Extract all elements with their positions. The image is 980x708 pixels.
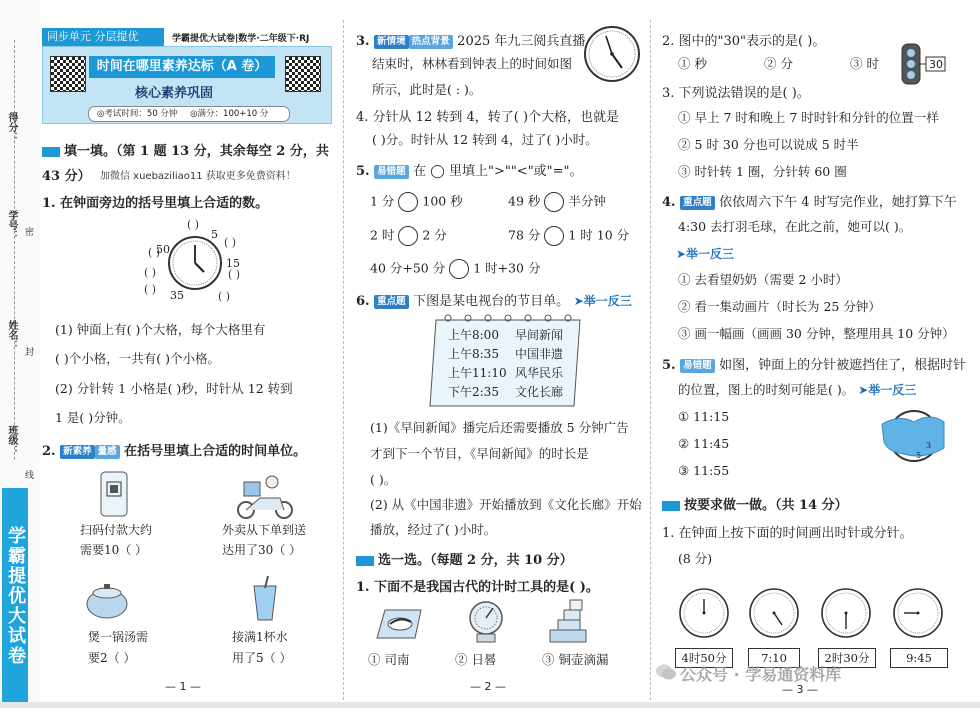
score-label: 得分： — [6, 112, 17, 142]
q1-part1-line2: ( )个小格，一共有( )个小格。 — [55, 351, 220, 366]
class-label: 班级： — [6, 425, 17, 455]
q5-line2: 的位置，图上的时刻可能是( )。 ➤举一反三 — [678, 382, 917, 397]
choice-option[interactable]: ② 5 时 30 分也可以说成 5 时半 — [678, 137, 859, 152]
tag-key-point: 重点题 — [680, 196, 715, 210]
section2-title: 选一选。（每题 2 分，共 10 分） — [356, 549, 573, 568]
choice-option[interactable]: ③ 11:55 — [678, 463, 730, 478]
soup-pot-icon — [82, 578, 132, 622]
schedule-time: 上午8:00 — [448, 328, 499, 342]
column-divider — [650, 20, 651, 700]
blank-clock[interactable] — [680, 589, 728, 637]
choice-option[interactable]: ① 早上 7 时和晚上 7 时时针和分针的位置一样 — [678, 110, 939, 125]
link-practice[interactable]: ➤举一反三 — [676, 247, 735, 261]
page-number-1: — 1 — — [165, 680, 201, 693]
compare-1: 1 分 100 秒 — [370, 192, 463, 212]
section-icon — [662, 501, 680, 511]
watermark: 公众号 · 学易通资料库 — [680, 665, 842, 684]
compare-circle[interactable] — [398, 192, 418, 212]
clock-label: 5 — [211, 228, 218, 241]
blank-clocks-row — [678, 585, 948, 641]
bracket-mark: ( ) — [218, 290, 231, 303]
compare-circle[interactable] — [544, 192, 564, 212]
question-4-line2: ( )分。时针从 12 转到 4，过了( )小时。 — [372, 132, 598, 147]
q1-part1-line1: (1) 钟面上有( )个大格，每个大格里有 — [55, 322, 266, 337]
q6-part2-line1: (2) 从《中国非遗》开始播放到《文化长廊》开始 — [370, 497, 642, 512]
choice-question-4: 4. 重点题 依依周六下午 4 时写完作业，她打算下午 — [662, 195, 957, 210]
schedule-program: 文化长廊 — [515, 385, 564, 399]
time-box: 4时50分 — [675, 648, 733, 668]
brand-logo: 学霸提优大试卷 — [2, 488, 28, 703]
exam-score: ◎满分：100+10 分 — [190, 109, 269, 119]
column-divider — [343, 20, 344, 700]
compare-circle[interactable] — [398, 226, 418, 246]
q4-line2: 4:30 去打羽毛球，在此之前，她可以( )。 — [678, 219, 912, 234]
svg-text:5: 5 — [916, 451, 922, 460]
svg-text:3: 3 — [926, 441, 932, 450]
blank-clock[interactable] — [750, 589, 798, 637]
tag-new-literacy: 新素养 — [60, 445, 95, 459]
tag-new-scene: 新情境 — [374, 35, 409, 49]
question-1: 1. 在钟面旁边的括号里填上合适的数。 — [42, 196, 269, 211]
clock-label: 35 — [170, 289, 184, 302]
compare-2: 49 秒 半分钟 — [508, 192, 606, 212]
compare-circle[interactable] — [544, 226, 564, 246]
water-clock-icon — [548, 598, 588, 644]
wechat-icon — [655, 662, 677, 682]
schedule-program: 早间新闻 — [515, 328, 564, 342]
wechat-note: 加微信 xuebaziliao11 获取更多免费资料！ — [100, 171, 296, 182]
bracket-mark: ( ) — [144, 266, 157, 279]
question-3: 3. 新情境 热点背景 2025 年九三阅兵直播 — [356, 34, 586, 49]
clock-figure — [140, 218, 250, 308]
choice-question-3: 3. 下列说法错误的是( )。 — [662, 86, 810, 101]
water-cup-icon — [250, 574, 280, 624]
tag-key-point: 重点题 — [374, 295, 409, 309]
bracket-mark: ( ) — [148, 246, 161, 259]
q6-part1-line1: (1)《早间新闻》播完后还需要播放 5 分钟广告 — [370, 420, 629, 435]
choice-option[interactable]: ② 分 — [764, 56, 793, 71]
compass-sinan-icon — [375, 602, 425, 642]
tag-measure: 量感 — [95, 445, 120, 459]
seal-xian: 线 — [25, 471, 35, 481]
q2-item3-b: 要2（ ） — [88, 651, 136, 665]
question-2: 2. 新素养 量感 在括号里填上合适的时间单位。 — [42, 444, 307, 459]
tag-error-prone: 易错题 — [680, 359, 715, 373]
q2-item3-a: 煲一锅汤需 — [88, 630, 149, 644]
section-icon — [356, 556, 374, 566]
q2-item1-b: 需要10（ ） — [80, 543, 148, 557]
phone-scan-icon — [95, 470, 133, 520]
tag-hot-topic: 热点背景 — [409, 35, 453, 49]
q2-item1-a: 扫码付款大约 — [80, 523, 153, 537]
draw-question-1: 1. 在钟面上按下面的时间画出时针或分针。 — [662, 526, 913, 541]
choice-option[interactable]: ① 11:15 — [678, 409, 730, 424]
page-subtitle: 核心素养巩固 — [135, 86, 214, 101]
choice-option[interactable]: ③ 画一幅画（画画 30 分钟，整理用具 10 分钟） — [678, 326, 955, 341]
compare-circle[interactable] — [449, 259, 469, 279]
section1-title: 填一填。（第 1 题 13 分，其余每空 2 分，共 — [42, 140, 329, 159]
parade-clock — [582, 24, 642, 84]
question-6: 6. 重点题 下图是某电视台的节目单。 ➤举一反三 — [356, 294, 632, 309]
bracket-mark: ( ) — [224, 236, 237, 249]
choice-question-1: 1. 下面不是我国古代的计时工具的是( )。 — [356, 580, 599, 595]
binding-line — [14, 40, 15, 460]
blank-clock[interactable] — [822, 589, 870, 637]
choice-question-5: 5. 易错题 如图，钟面上的分针被遮挡住了，根据时针 — [662, 358, 967, 373]
q3-line3: 所示，此时是( : )。 — [372, 82, 482, 97]
student-id-label: 学号： — [6, 210, 17, 240]
tag-error-prone: 易错题 — [374, 165, 409, 179]
time-box: 7:10 — [748, 648, 800, 668]
q1-part2-line1: (2) 分针转 1 小格是( )秒，时针从 12 转到 — [55, 381, 293, 396]
choice-option[interactable]: ③ 时 — [850, 56, 879, 71]
clock-label: 50 — [156, 243, 170, 256]
bracket-mark: ( ) — [228, 268, 241, 281]
exam-info — [88, 106, 290, 122]
link-practice[interactable]: ➤举一反三 — [858, 383, 917, 397]
choice-option[interactable]: ① 司南 — [368, 652, 410, 667]
schedule-program: 风华民乐 — [515, 366, 564, 380]
choice-option[interactable]: ③ 时针转 1 圈，分针转 60 圈 — [678, 164, 847, 179]
choice-option[interactable]: ② 看一集动画片（时长为 25 分钟） — [678, 299, 881, 314]
question-5: 5. 易错题 在 ◯ 里填上">""<"或"="。 — [356, 164, 583, 179]
draw-question-1-score: (8 分) — [678, 551, 713, 566]
q2-item4-b: 用了5（ ） — [232, 651, 292, 665]
schedule-time: 下午2:35 — [448, 385, 499, 399]
compare-4: 78 分 1 时 10 分 — [508, 226, 629, 246]
question-4-line1: 4. 分针从 12 转到 4，转了( )个大格，也就是 — [356, 110, 620, 125]
section-icon — [42, 147, 60, 157]
schedule-program: 中国非遗 — [515, 347, 564, 361]
time-box: 9:45 — [890, 648, 948, 668]
blank-clock[interactable] — [894, 589, 942, 637]
q3-line2: 结束时，林林看到钟表上的时间如图 — [372, 56, 573, 71]
choice-option[interactable]: ② 日晷 — [455, 652, 497, 667]
choice-question-2: 2. 图中的"30"表示的是( )。 — [662, 34, 826, 49]
seal-mi: 密 — [25, 228, 35, 238]
compare-5: 40 分+50 分 1 时+30 分 — [370, 259, 540, 279]
q2-item2-b: 达用了30（ ） — [222, 543, 302, 557]
q6-part1-line2: 才到下一个节目，《早间新闻》的时长是 — [370, 446, 589, 461]
q1-part2-line2: 1 是( )分钟。 — [55, 410, 131, 425]
schedule-time: 上午8:35 — [448, 347, 499, 361]
q2-item2-a: 外卖从下单到送 — [222, 523, 307, 537]
page-number-2: — 2 — — [470, 680, 506, 693]
delivery-scooter-icon — [230, 468, 300, 520]
q6-part1-line3: ( )。 — [370, 472, 397, 487]
exam-time: ◎考试时间：50 分钟 — [97, 109, 178, 119]
light-countdown: 30 — [929, 58, 943, 71]
sundial-icon — [463, 598, 509, 644]
bottom-edge — [0, 702, 980, 708]
choice-option[interactable]: ③ 铜壶滴漏 — [542, 652, 609, 667]
series-label: 学霸提优大试卷|数学·二年级下·RJ — [172, 34, 310, 44]
bracket-mark: ( ) — [144, 283, 157, 296]
bracket-mark: ( ) — [187, 218, 200, 231]
header-tag: 同步单元 分层提优 — [42, 28, 164, 46]
page-title: 时间在哪里素养达标（A 卷） — [89, 56, 275, 78]
qr-code-icon — [285, 56, 321, 92]
covered-clock — [880, 408, 946, 464]
choice-option[interactable]: ① 秒 — [678, 56, 707, 71]
q2-item4-a: 接满1杯水 — [232, 630, 288, 644]
choice-option[interactable]: ② 11:45 — [678, 436, 730, 451]
page-number-3: — 3 — — [782, 683, 818, 696]
section1-title-cont: 43 分） — [42, 169, 91, 184]
section3-title: 按要求做一做。（共 14 分） — [662, 494, 848, 513]
time-box: 2时30分 — [818, 648, 876, 668]
link-practice[interactable]: ➤举一反三 — [573, 294, 632, 308]
seal-feng: 封 — [25, 348, 35, 358]
name-label: 姓名： — [6, 320, 17, 350]
q6-part2-line2: 播放，经过了( )小时。 — [370, 522, 497, 537]
choice-option[interactable]: ① 去看望奶奶（需要 2 小时） — [678, 272, 848, 287]
schedule-time: 上午11:10 — [448, 366, 507, 380]
clock-label: 15 — [226, 257, 240, 270]
qr-code-icon — [50, 56, 86, 92]
compare-3: 2 时 2 分 — [370, 226, 447, 246]
